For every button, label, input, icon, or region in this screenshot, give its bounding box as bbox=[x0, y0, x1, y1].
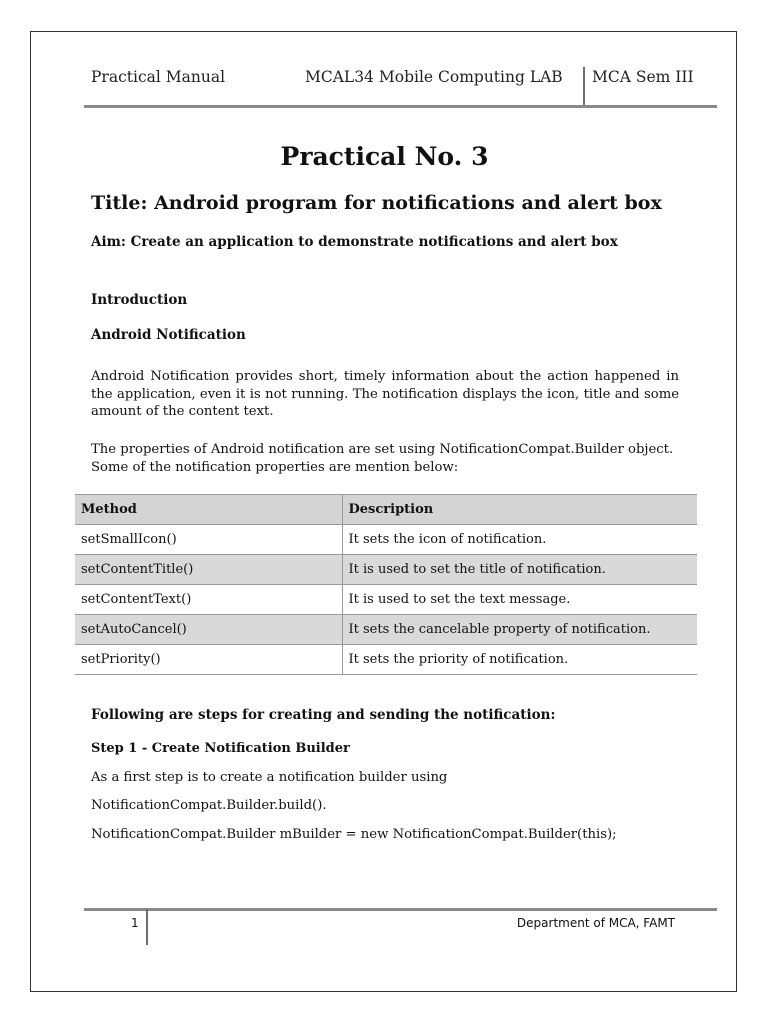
header-manual-label: Practical Manual bbox=[91, 68, 226, 86]
practical-subtitle: Title: Android program for notifications and alert box bbox=[91, 192, 662, 214]
table-row bbox=[75, 585, 697, 615]
table-cell-method: setAutoCancel() bbox=[75, 615, 342, 645]
table-cell-method: setContentText() bbox=[75, 585, 342, 615]
section-heading: Android Notification bbox=[91, 327, 246, 343]
table-cell-method: setContentTitle() bbox=[75, 555, 342, 585]
footer-rule bbox=[84, 908, 717, 911]
footer-divider bbox=[146, 909, 148, 945]
table-row bbox=[75, 555, 697, 585]
table-row bbox=[75, 525, 697, 555]
methods-table bbox=[75, 494, 697, 675]
table-row bbox=[75, 615, 697, 645]
page-number: 1 bbox=[131, 916, 139, 930]
step1-line-1: As a first step is to create a notification builder using bbox=[91, 770, 448, 785]
table-cell-description: It is used to set the text message. bbox=[342, 585, 697, 615]
footer-department: Department of MCA, FAMT bbox=[516, 916, 675, 930]
table-cell-description: It is used to set the title of notification. bbox=[342, 555, 697, 585]
table-cell-description: It sets the icon of notification. bbox=[342, 525, 697, 555]
table-row bbox=[75, 645, 697, 675]
practical-title: Practical No. 3 bbox=[280, 142, 489, 171]
header-course-label: MCAL34 Mobile Computing LAB bbox=[305, 68, 563, 86]
step1-line-2: NotificationCompat.Builder.build(). bbox=[91, 798, 327, 813]
header-rule bbox=[84, 105, 717, 108]
table-cell-description: It sets the cancelable property of notification. bbox=[342, 615, 697, 645]
aim-line: Aim: Create an application to demonstrate notifications and alert box bbox=[91, 234, 618, 250]
step1-heading: Step 1 - Create Notification Builder bbox=[91, 741, 350, 756]
document-page bbox=[30, 31, 737, 992]
intro-paragraph: Android Notification provides short, timely information about the action happened in the application, even it is not running. The notification displays the icon, title and some amount of the content text. bbox=[91, 369, 679, 419]
properties-paragraph: The properties of Android notification are set using NotificationCompat.Builder object. Some of the notification properties are mention below: bbox=[91, 442, 674, 475]
header-semester-label: MCA Sem III bbox=[592, 68, 694, 86]
table-header-description: Description bbox=[342, 495, 697, 525]
steps-heading: Following are steps for creating and sending the notification: bbox=[91, 707, 556, 723]
table-header-method: Method bbox=[75, 495, 342, 525]
introduction-heading: Introduction bbox=[91, 292, 188, 308]
table-header-row bbox=[75, 495, 697, 525]
step1-code-line: NotificationCompat.Builder mBuilder = new NotificationCompat.Builder(this); bbox=[91, 827, 617, 842]
table-cell-method: setSmallIcon() bbox=[75, 525, 342, 555]
table-cell-description: It sets the priority of notification. bbox=[342, 645, 697, 675]
header-divider bbox=[583, 67, 585, 107]
table-cell-method: setPriority() bbox=[75, 645, 342, 675]
